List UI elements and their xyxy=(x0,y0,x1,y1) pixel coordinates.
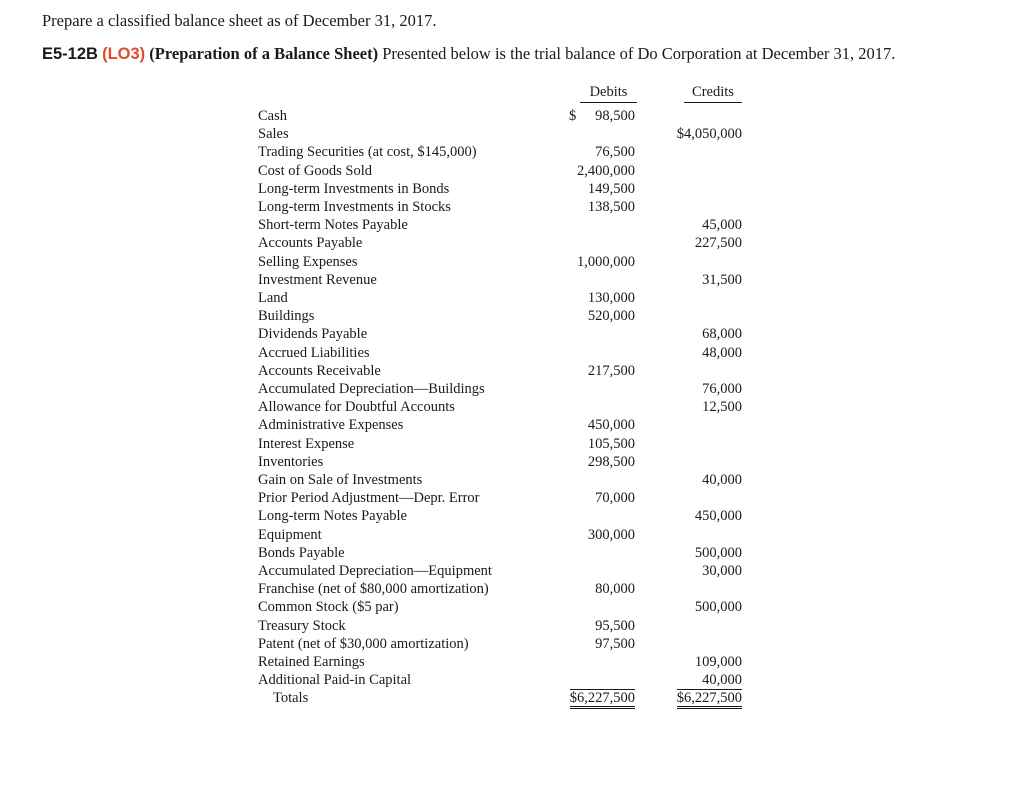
debit-amount: 300,000 xyxy=(587,526,635,543)
table-row xyxy=(0,107,1024,125)
debit-amount: 80,000 xyxy=(595,581,635,598)
debit-amount: 130,000 xyxy=(587,290,635,306)
table-row xyxy=(0,580,1024,598)
table-row xyxy=(0,125,1024,143)
account-name: Treasury Stock xyxy=(258,617,346,634)
account-name: Prior Period Adjustment—Depr. Error xyxy=(258,490,480,507)
debit-amount: 2,400,000 xyxy=(577,162,635,179)
total-debits: $6,227,500 xyxy=(570,689,635,709)
table-row xyxy=(0,653,1024,671)
debit-amount: 70,000 xyxy=(595,490,635,507)
debit-amount: 520,000 xyxy=(587,308,635,325)
exercise-title: (Preparation of a Balance Sheet) xyxy=(149,44,379,63)
table-row xyxy=(0,180,1024,198)
credit-amount: 227,500 xyxy=(694,235,742,252)
account-name: Cash xyxy=(258,108,287,124)
table-row xyxy=(0,671,1024,689)
table-row xyxy=(0,307,1024,325)
credit-amount: 500,000 xyxy=(694,544,742,561)
account-name: Equipment xyxy=(258,526,322,543)
account-name: Short-term Notes Payable xyxy=(258,217,408,234)
currency-sign: $ xyxy=(569,108,577,124)
totals-label: Totals xyxy=(273,690,309,707)
debit-amount: 138,500 xyxy=(587,199,635,215)
table-row xyxy=(0,380,1024,398)
credit-amount: 48,000 xyxy=(702,344,742,361)
account-name: Interest Expense xyxy=(258,435,355,452)
account-name: Accrued Liabilities xyxy=(258,344,370,361)
account-name: Sales xyxy=(258,126,289,143)
table-row xyxy=(0,234,1024,252)
account-name: Administrative Expenses xyxy=(258,417,404,434)
account-name: Long-term Investments in Bonds xyxy=(258,180,450,197)
table-row xyxy=(0,544,1024,562)
debit-amount: 95,500 xyxy=(595,617,635,634)
table-row xyxy=(0,325,1024,343)
credit-amount: $4,050,000 xyxy=(676,126,742,143)
exercise-code: E5-12B xyxy=(42,45,98,63)
table-row xyxy=(0,398,1024,416)
credit-amount: 109,000 xyxy=(694,654,742,670)
credit-amount: 31,500 xyxy=(702,271,742,288)
table-row xyxy=(0,271,1024,289)
credits-header: Credits xyxy=(684,84,742,103)
table-row xyxy=(0,562,1024,580)
debit-amount: 76,500 xyxy=(595,144,635,161)
account-name: Accounts Receivable xyxy=(258,362,381,379)
table-row xyxy=(0,253,1024,271)
exercise-heading xyxy=(42,44,895,64)
account-name: Inventories xyxy=(258,453,324,470)
debit-amount: 217,500 xyxy=(587,362,635,379)
table-row xyxy=(0,362,1024,380)
credit-amount: 68,000 xyxy=(702,326,742,343)
account-name: Buildings xyxy=(258,308,315,325)
account-name: Dividends Payable xyxy=(258,326,368,343)
account-name: Trading Securities (at cost, $145,000) xyxy=(258,144,477,161)
total-credits: $6,227,500 xyxy=(677,689,742,709)
account-name: Common Stock ($5 par) xyxy=(258,599,399,616)
table-row xyxy=(0,344,1024,362)
account-name: Long-term Notes Payable xyxy=(258,508,407,525)
table-row xyxy=(0,198,1024,216)
debit-amount: 105,500 xyxy=(587,435,635,452)
learning-objective: (LO3) xyxy=(102,45,146,63)
table-row xyxy=(0,453,1024,471)
table-row xyxy=(0,489,1024,507)
exercise-text: Presented below is the trial balance of Do Corporation at December 31, 2017. xyxy=(382,44,896,63)
account-name: Selling Expenses xyxy=(258,253,358,270)
debit-amount: 450,000 xyxy=(587,417,635,434)
account-name: Gain on Sale of Investments xyxy=(258,472,423,488)
credit-amount: 76,000 xyxy=(702,381,742,397)
account-name: Investment Revenue xyxy=(258,271,377,288)
account-name: Accumulated Depreciation—Equipment xyxy=(258,563,492,579)
account-name: Accumulated Depreciation—Buildings xyxy=(258,381,485,397)
debit-amount: 98,500 xyxy=(595,108,635,124)
table-row xyxy=(0,216,1024,234)
table-row xyxy=(0,435,1024,453)
totals-row xyxy=(0,689,1024,711)
credit-amount: 500,000 xyxy=(694,599,742,616)
debit-amount: 97,500 xyxy=(595,635,635,652)
table-row xyxy=(0,143,1024,161)
table-row xyxy=(0,635,1024,653)
table-row xyxy=(0,617,1024,635)
credit-amount: 40,000 xyxy=(702,472,742,488)
table-row xyxy=(0,471,1024,489)
account-name: Long-term Investments in Stocks xyxy=(258,199,451,215)
table-row xyxy=(0,507,1024,525)
table-row xyxy=(0,162,1024,180)
credit-amount: 30,000 xyxy=(702,563,742,579)
debit-amount: 1,000,000 xyxy=(577,253,635,270)
table-row xyxy=(0,598,1024,616)
credit-amount: 450,000 xyxy=(694,508,742,525)
instruction-text: Prepare a classified balance sheet as of December 31, 2017. xyxy=(42,11,437,30)
account-name: Accounts Payable xyxy=(258,235,363,252)
account-name: Additional Paid-in Capital xyxy=(258,672,412,689)
credit-amount: 45,000 xyxy=(702,217,742,234)
debit-amount: 298,500 xyxy=(587,453,635,470)
account-name: Bonds Payable xyxy=(258,544,345,561)
credit-amount: 12,500 xyxy=(702,399,742,416)
credit-amount: 40,000 xyxy=(702,672,742,689)
account-name: Patent (net of $30,000 amortization) xyxy=(258,635,469,652)
account-name: Cost of Goods Sold xyxy=(258,162,373,179)
account-name: Allowance for Doubtful Accounts xyxy=(258,399,455,416)
account-name: Retained Earnings xyxy=(258,654,365,670)
table-row xyxy=(0,526,1024,544)
account-name: Land xyxy=(258,290,288,306)
debit-amount: 149,500 xyxy=(587,180,635,197)
table-row xyxy=(0,416,1024,434)
table-row xyxy=(0,289,1024,307)
account-name: Franchise (net of $80,000 amortization) xyxy=(258,581,489,598)
debits-header: Debits xyxy=(580,84,637,103)
